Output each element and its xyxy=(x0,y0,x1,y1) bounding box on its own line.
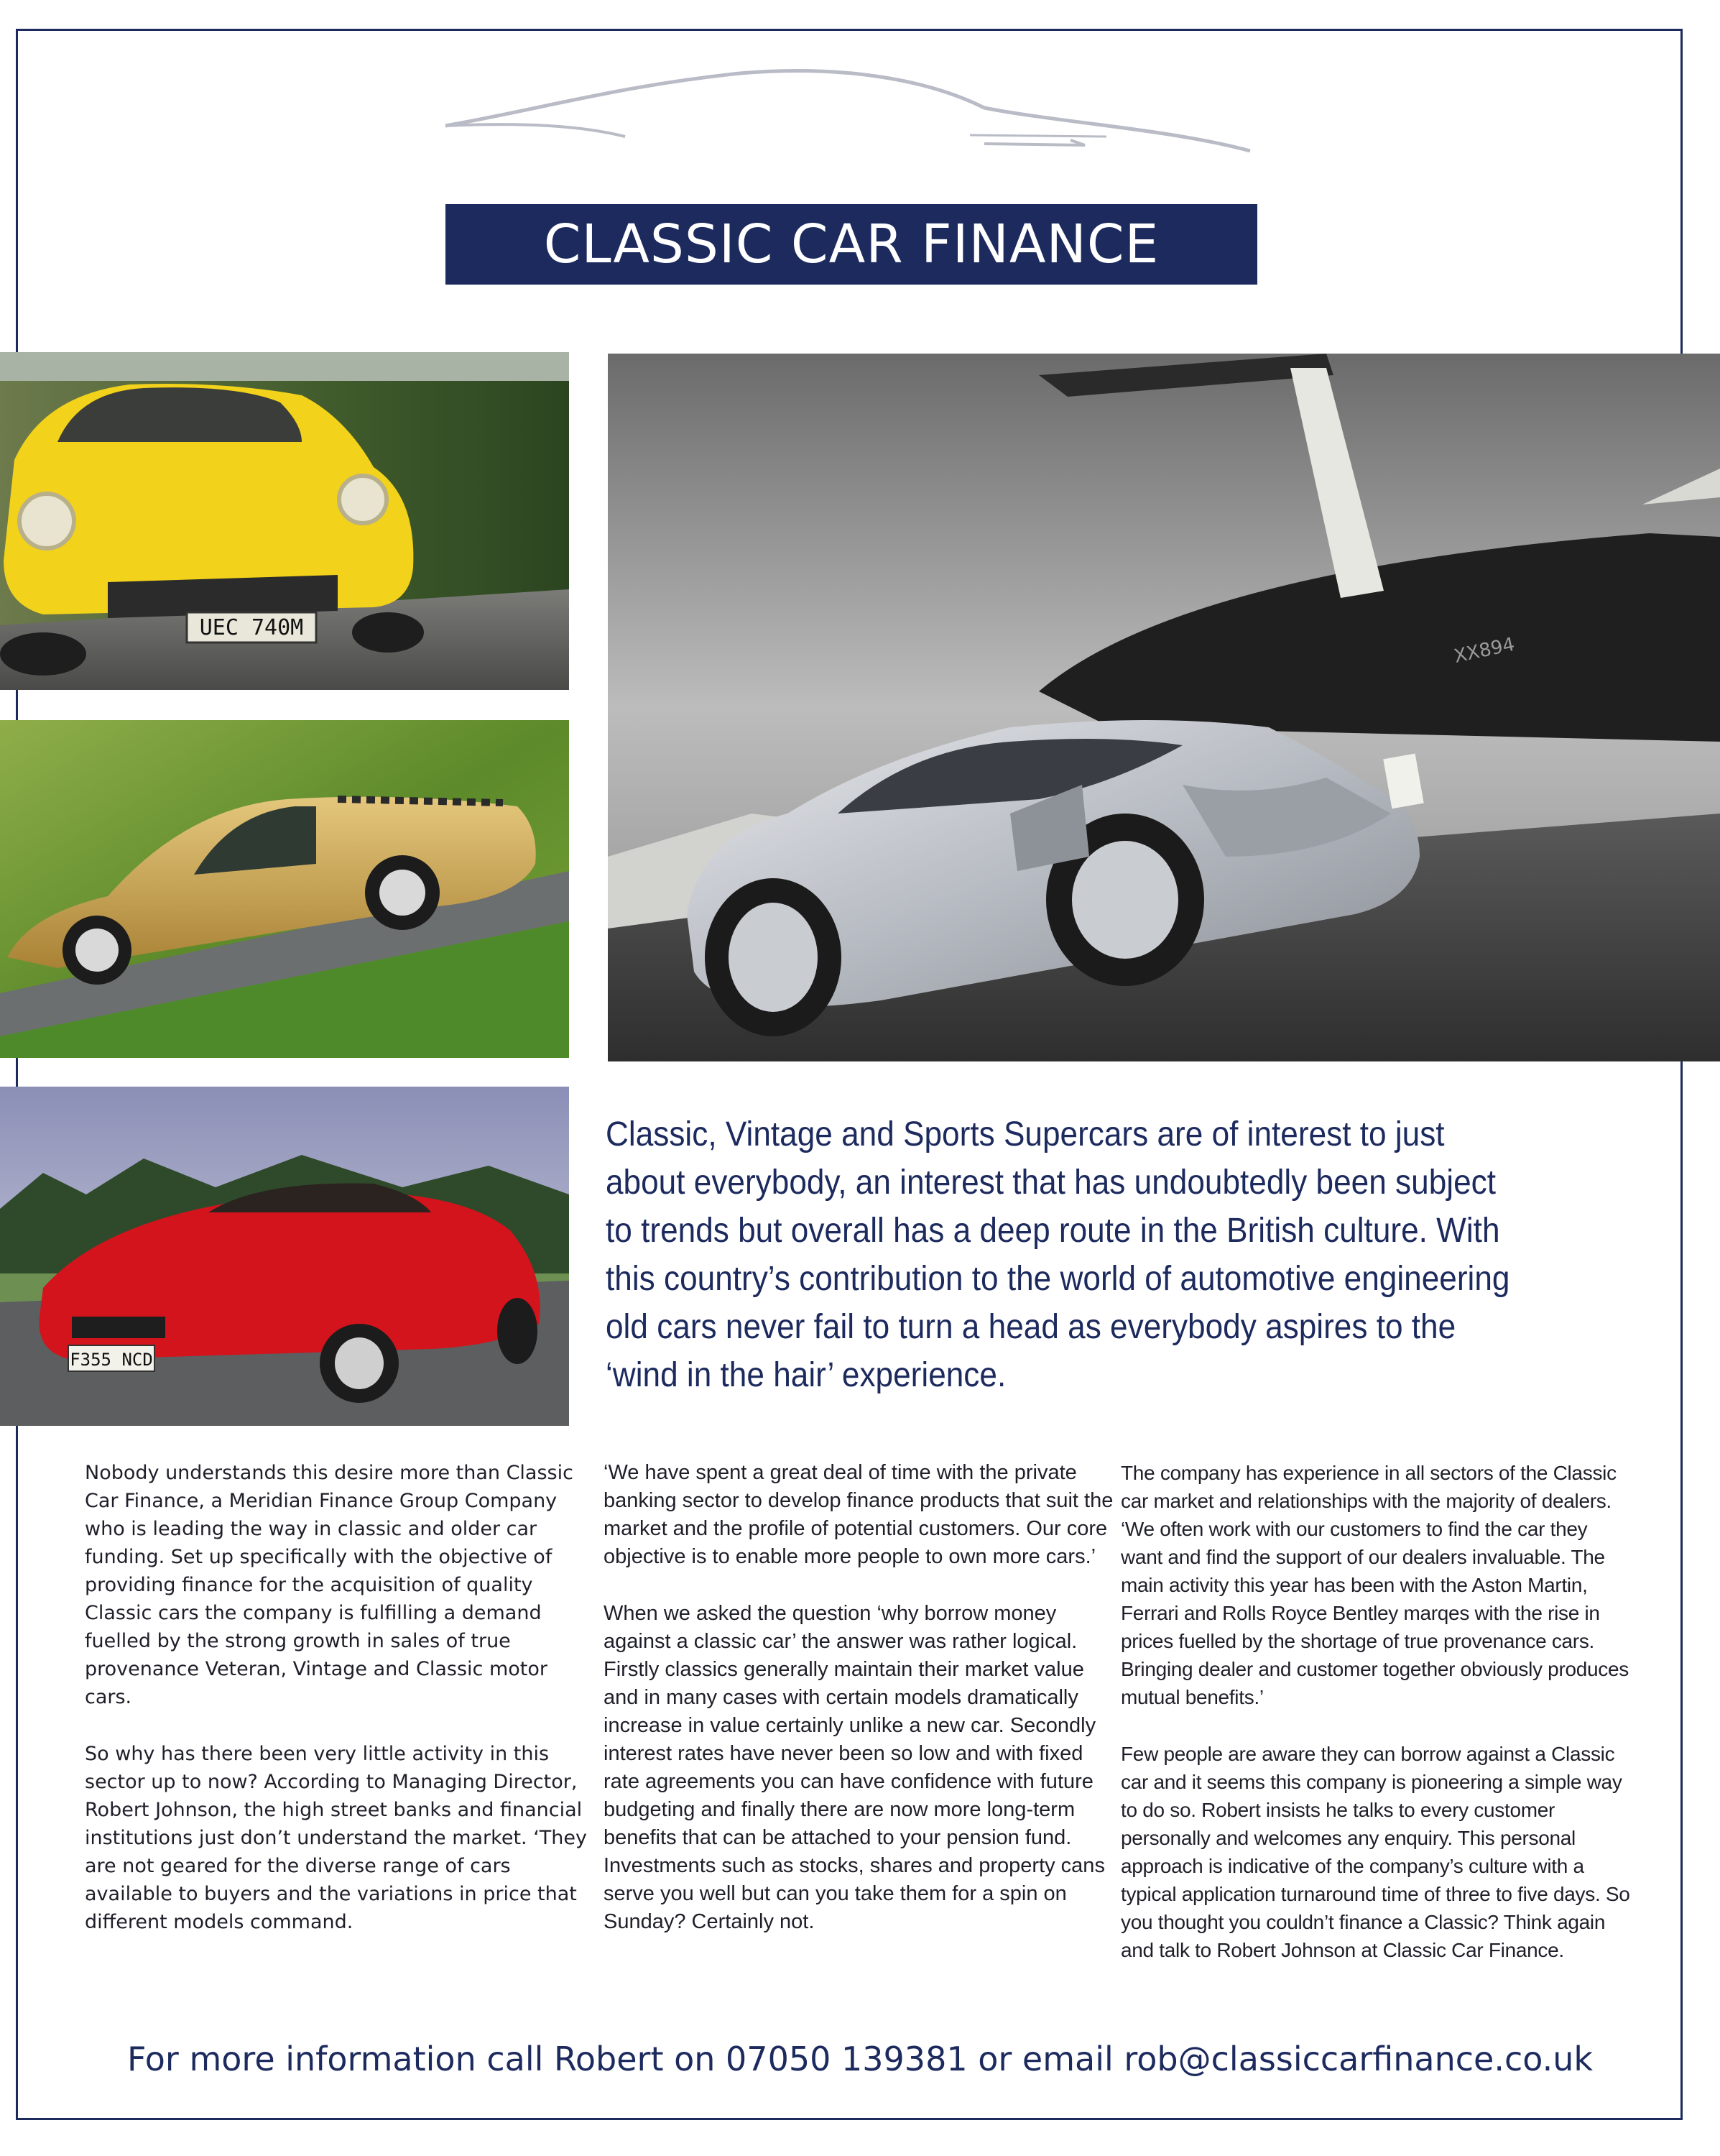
car-silhouette-logo xyxy=(438,57,1264,172)
contact-footer: For more information call Robert on 07050 139381 or email rob@classiccarfinance.co.uk xyxy=(126,2040,1594,2078)
photo-yellow-classic-car xyxy=(0,352,569,690)
photo-silver-supercar xyxy=(608,354,1720,1061)
column-3-paragraph-2: Few people are aware they can borrow against a Classic car and it seems this company is pioneering a simple way to do so. Robert insists he talks to every customer personally and welcomes any enquiry. This personal approach is indicative of the company’s culture with a typical application turnaround time of three to five days. So you thought you couldn’t finance a Classic? Think again and talk to Robert Johnson at Classic Car Finance. xyxy=(1121,1743,1630,1961)
article-column-3 xyxy=(1121,1459,1631,1993)
aircraft-code: XX894 xyxy=(1452,633,1517,668)
yellow-car-plate: UEC 740M xyxy=(199,615,304,640)
column-1-paragraph-1: Nobody understands this desire more than Classic Car Finance, a Meridian Finance Group Company who is leading the way in classic and older car funding. Set up specifically with the objective of providing finance for the acquisition of quality Classic cars the company is fulfilling a demand fuelled by the strong growth in sales of true provenance Veteran, Vintage and Classic motor cars. xyxy=(85,1462,573,1708)
column-1-paragraph-2: So why has there been very little activity in this sector up to now? According to Managing Director, Robert Johnson, the high street banks and financial institutions just don’t understand the market. ‘They are not geared for the diverse range of cars available to buyers and the variations in price that different models command. xyxy=(85,1743,587,1933)
brand-title: CLASSIC CAR FINANCE xyxy=(543,213,1160,275)
brand-banner xyxy=(445,204,1257,285)
article-column-2 xyxy=(604,1459,1114,1965)
column-3-paragraph-1: The company has experience in all sectors of the Classic car market and relationships with the majority of dealers. ‘We often work with our customers to find the car they want and find the support of our dealers invaluable. The main activity this year has been with the Aston Martin, Ferrari and Rolls Royce Bentley marqes with the rise in prices fuelled by the shortage of true provenance cars. Bringing dealer and customer together obviously produces mutual benefits.’ xyxy=(1121,1462,1629,1708)
red-car-plate: F355 NCD xyxy=(70,1350,153,1370)
column-2-paragraph-1: ‘We have spent a great deal of time with the private banking sector to develop finance products that suit the market and the profile of potential customers. Our core objective is to enable more people to own more cars.’ xyxy=(604,1461,1114,1568)
photo-red-ferrari xyxy=(0,1087,569,1426)
photo-gold-sports-car xyxy=(0,720,569,1058)
column-2-paragraph-2: When we asked the question ‘why borrow money against a classic car’ the answer was rather logical. Firstly classics generally maintain their market value and in many cases with certain models dramatically increase in value certainly unlike a new car. Secondly interest rates have never been so low and with fixed rate agreements you can have confidence with future budgeting and finally there are now more long-term benefits that can be attached to your pension fund. Investments such as stocks, shares and property cans serve you well but can you take them for a spin on Sunday? Certainly not. xyxy=(604,1602,1105,1933)
lead-paragraph: Classic, Vintage and Sports Supercars are of interest to just about everybody, an interest that has undoubtedly been subject to trends but overall has a deep route in the British culture. With this country’s contribution to the world of automotive engineering old cars never fail to turn a head as everybody aspires to the ‘wind in the hair’ experience. xyxy=(606,1115,1510,1394)
article-column-1 xyxy=(85,1459,595,1965)
